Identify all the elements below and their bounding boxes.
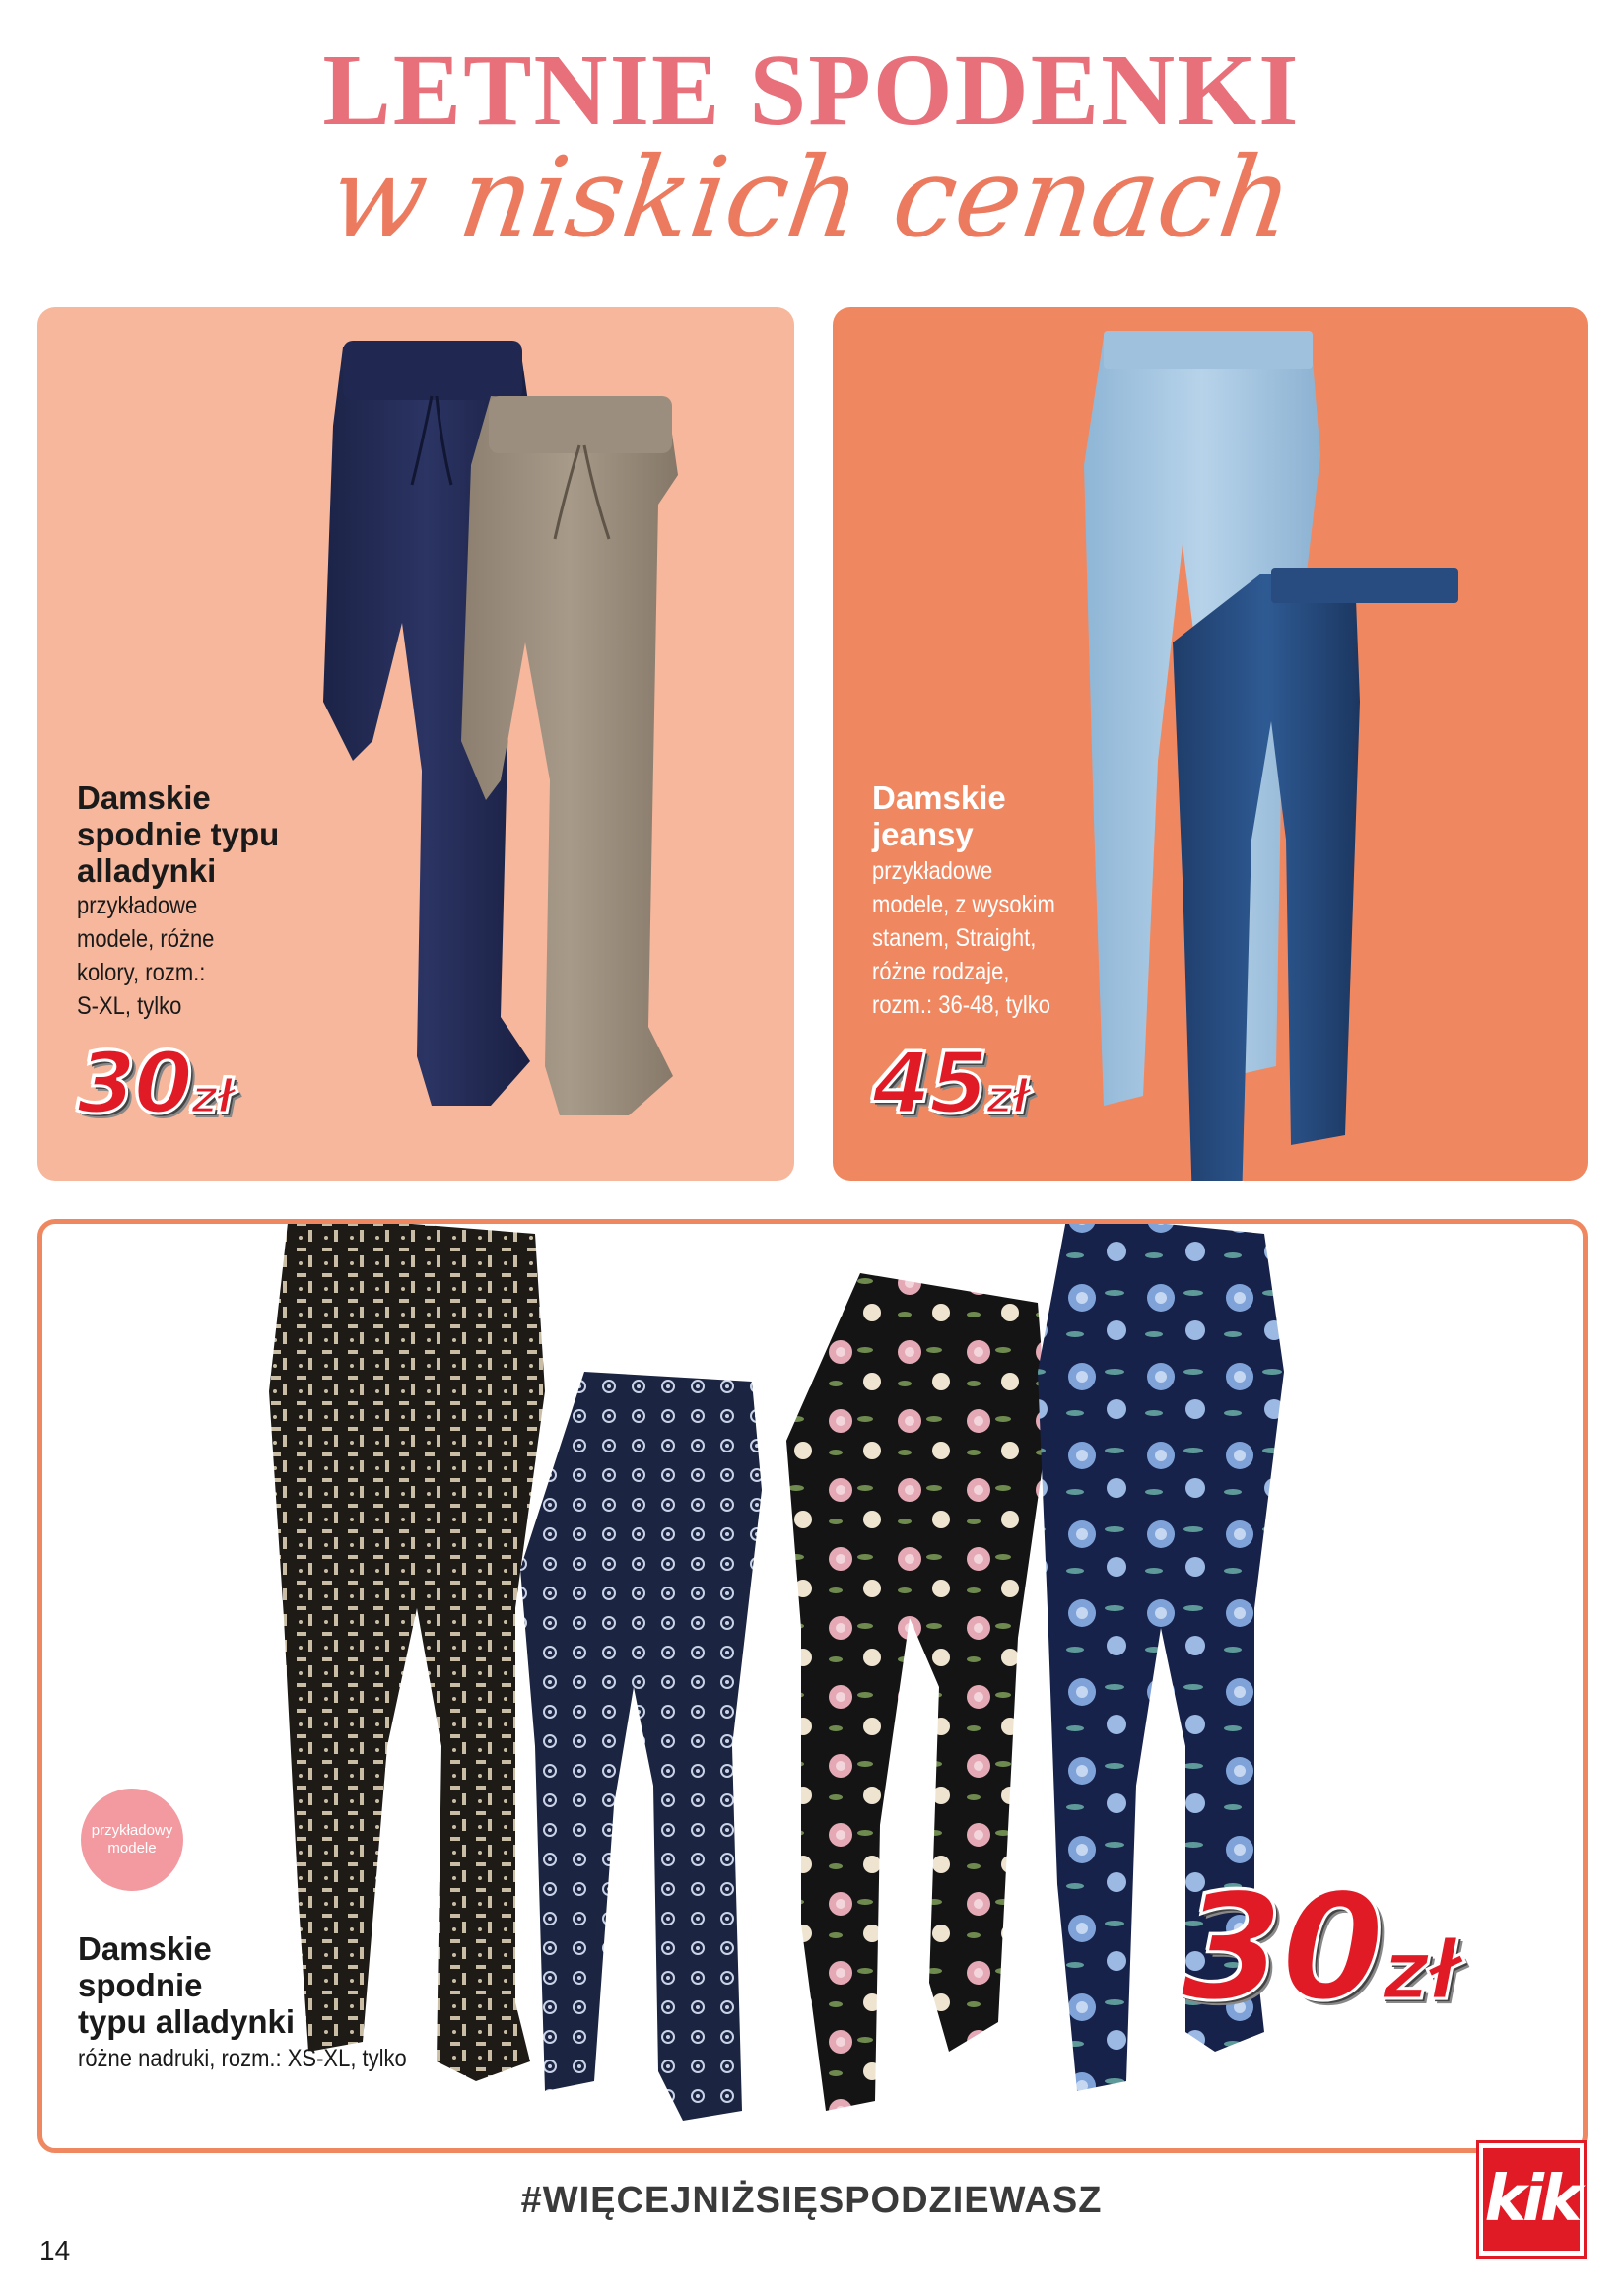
product-title-joggers (77, 780, 279, 890)
desc-line: różne rodzaje, (872, 958, 1010, 985)
product-title-printed (78, 1931, 295, 2041)
desc-line: rozm.: 36-48, tylko (872, 991, 1050, 1019)
title-line: jeansy (872, 815, 974, 852)
desc-line: przykładowe (77, 892, 198, 919)
headline: LETNIE SPODENKI (322, 34, 1301, 147)
price-unit: zł (190, 1070, 232, 1124)
price-value: 30 (1181, 1862, 1383, 2034)
product-panel-printed (37, 1219, 1588, 2153)
desc-line: S-XL, tylko (77, 992, 182, 1020)
kik-logo (1476, 2140, 1587, 2259)
price-unit: zł (1382, 1924, 1456, 2018)
title-line: Damskie (78, 1930, 212, 1967)
desc-line: modele, różne (77, 925, 215, 953)
product-title-jeans (872, 780, 1006, 853)
product-panel-joggers (37, 307, 794, 1181)
example-models-badge (81, 1789, 183, 1891)
kik-logo-text: kik (1484, 2163, 1579, 2236)
price-tag-printed (1181, 1862, 1456, 2034)
desc-line: stanem, Straight, (872, 924, 1037, 952)
title-line: Damskie (872, 779, 1006, 816)
page-number: 14 (39, 2235, 71, 2265)
title-line: spodnie (78, 1966, 203, 2003)
badge-line: modele (107, 1840, 157, 1857)
title-line: Damskie (77, 779, 211, 816)
jeans-image (1084, 327, 1577, 1181)
title-line: typu alladynki (78, 2002, 296, 2040)
price-value: 45 (872, 1035, 986, 1133)
desc-line: przykładowe (872, 857, 993, 885)
title-line: alladynki (77, 851, 217, 889)
subheadline: w niskich cenach (322, 134, 1301, 262)
desc-line: różne nadruki, rozm.: XS-XL, tylko (78, 2045, 407, 2072)
campaign-hashtag: #WIĘCEJNIŻSIĘSPODZIEWASZ (520, 2180, 1103, 2221)
price-value: 30 (77, 1035, 191, 1133)
desc-line: modele, z wysokim (872, 891, 1055, 918)
navy-jogger-pants-image (313, 327, 767, 1181)
price-unit: zł (985, 1070, 1027, 1124)
product-desc-jeans (872, 854, 1055, 1022)
product-desc-printed (78, 2042, 407, 2075)
price-tag-joggers (77, 1035, 232, 1133)
product-panel-jeans (833, 307, 1588, 1181)
kik-logo-inner (1483, 2148, 1580, 2251)
title-line: spodnie typu (77, 815, 280, 852)
badge-line: przykładowy (91, 1822, 173, 1839)
product-desc-joggers (77, 889, 214, 1023)
desc-line: kolory, rozm.: (77, 959, 206, 986)
price-tag-jeans (872, 1035, 1027, 1133)
